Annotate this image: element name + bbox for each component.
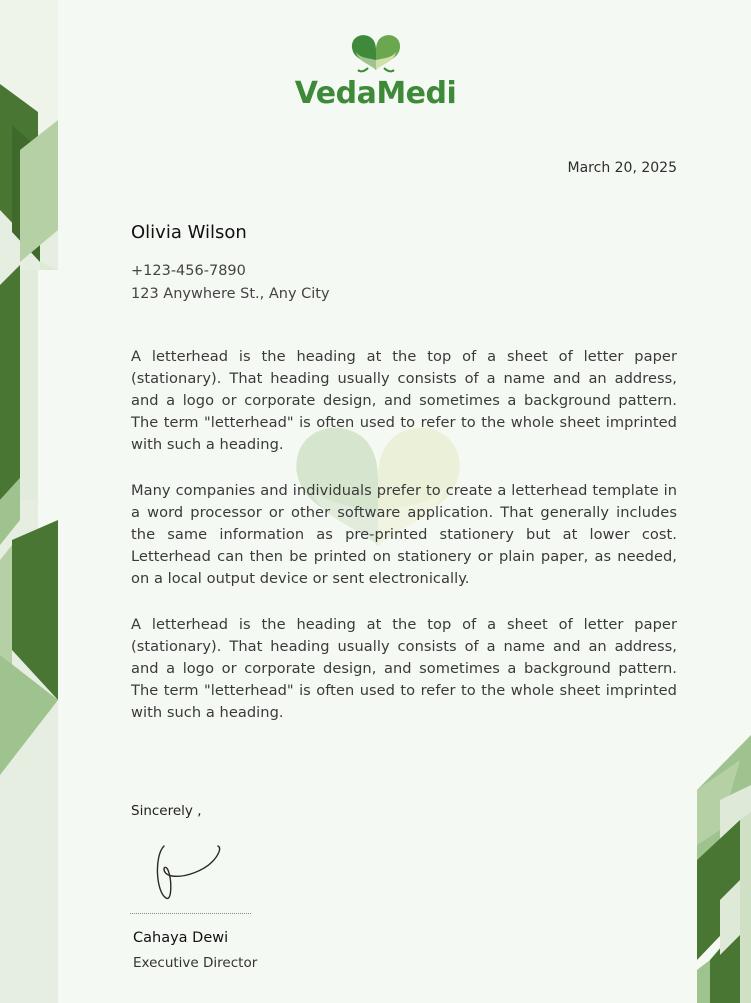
- recipient-address: 123 Anywhere St., Any City: [131, 286, 330, 302]
- handwritten-signature: [150, 840, 230, 906]
- recipient-block: [131, 222, 330, 306]
- letter-body: [131, 346, 677, 748]
- brand-header: [0, 30, 751, 111]
- brand-name: VedaMedi: [294, 76, 457, 111]
- signature-line: [130, 913, 251, 914]
- body-paragraph: Many companies and individuals prefer to create a letterhead template in a word processor or other software application. That generally includes the same information as pre-printed stationery but at lower cost. Letterhead can then be printed on stationery or plain paper, as needed, on a local output device or sent electronically.: [131, 482, 677, 587]
- signer-title: Executive Director: [133, 955, 258, 971]
- letter-date: March 20, 2025: [567, 160, 677, 176]
- leaf-butterfly-icon: [348, 30, 404, 74]
- recipient-phone: +123-456-7890: [131, 263, 246, 279]
- body-paragraph: A letterhead is the heading at the top of a sheet of letter paper (stationary). That heading usually consists of a name and an address, and a logo or corporate design, and sometimes a background pattern. The term "letterhead" is often used to refer to the whole sheet imprinted with such a heading.: [131, 348, 677, 453]
- body-paragraph: A letterhead is the heading at the top of a sheet of letter paper (stationary). That heading usually consists of a name and an address, and a logo or corporate design, and sometimes a background pattern. The term "letterhead" is often used to refer to the whole sheet imprinted with such a heading.: [131, 616, 677, 721]
- recipient-name: Olivia Wilson: [131, 222, 247, 243]
- closing-salutation: Sincerely ,: [131, 803, 202, 819]
- signer-name: Cahaya Dewi: [133, 930, 229, 946]
